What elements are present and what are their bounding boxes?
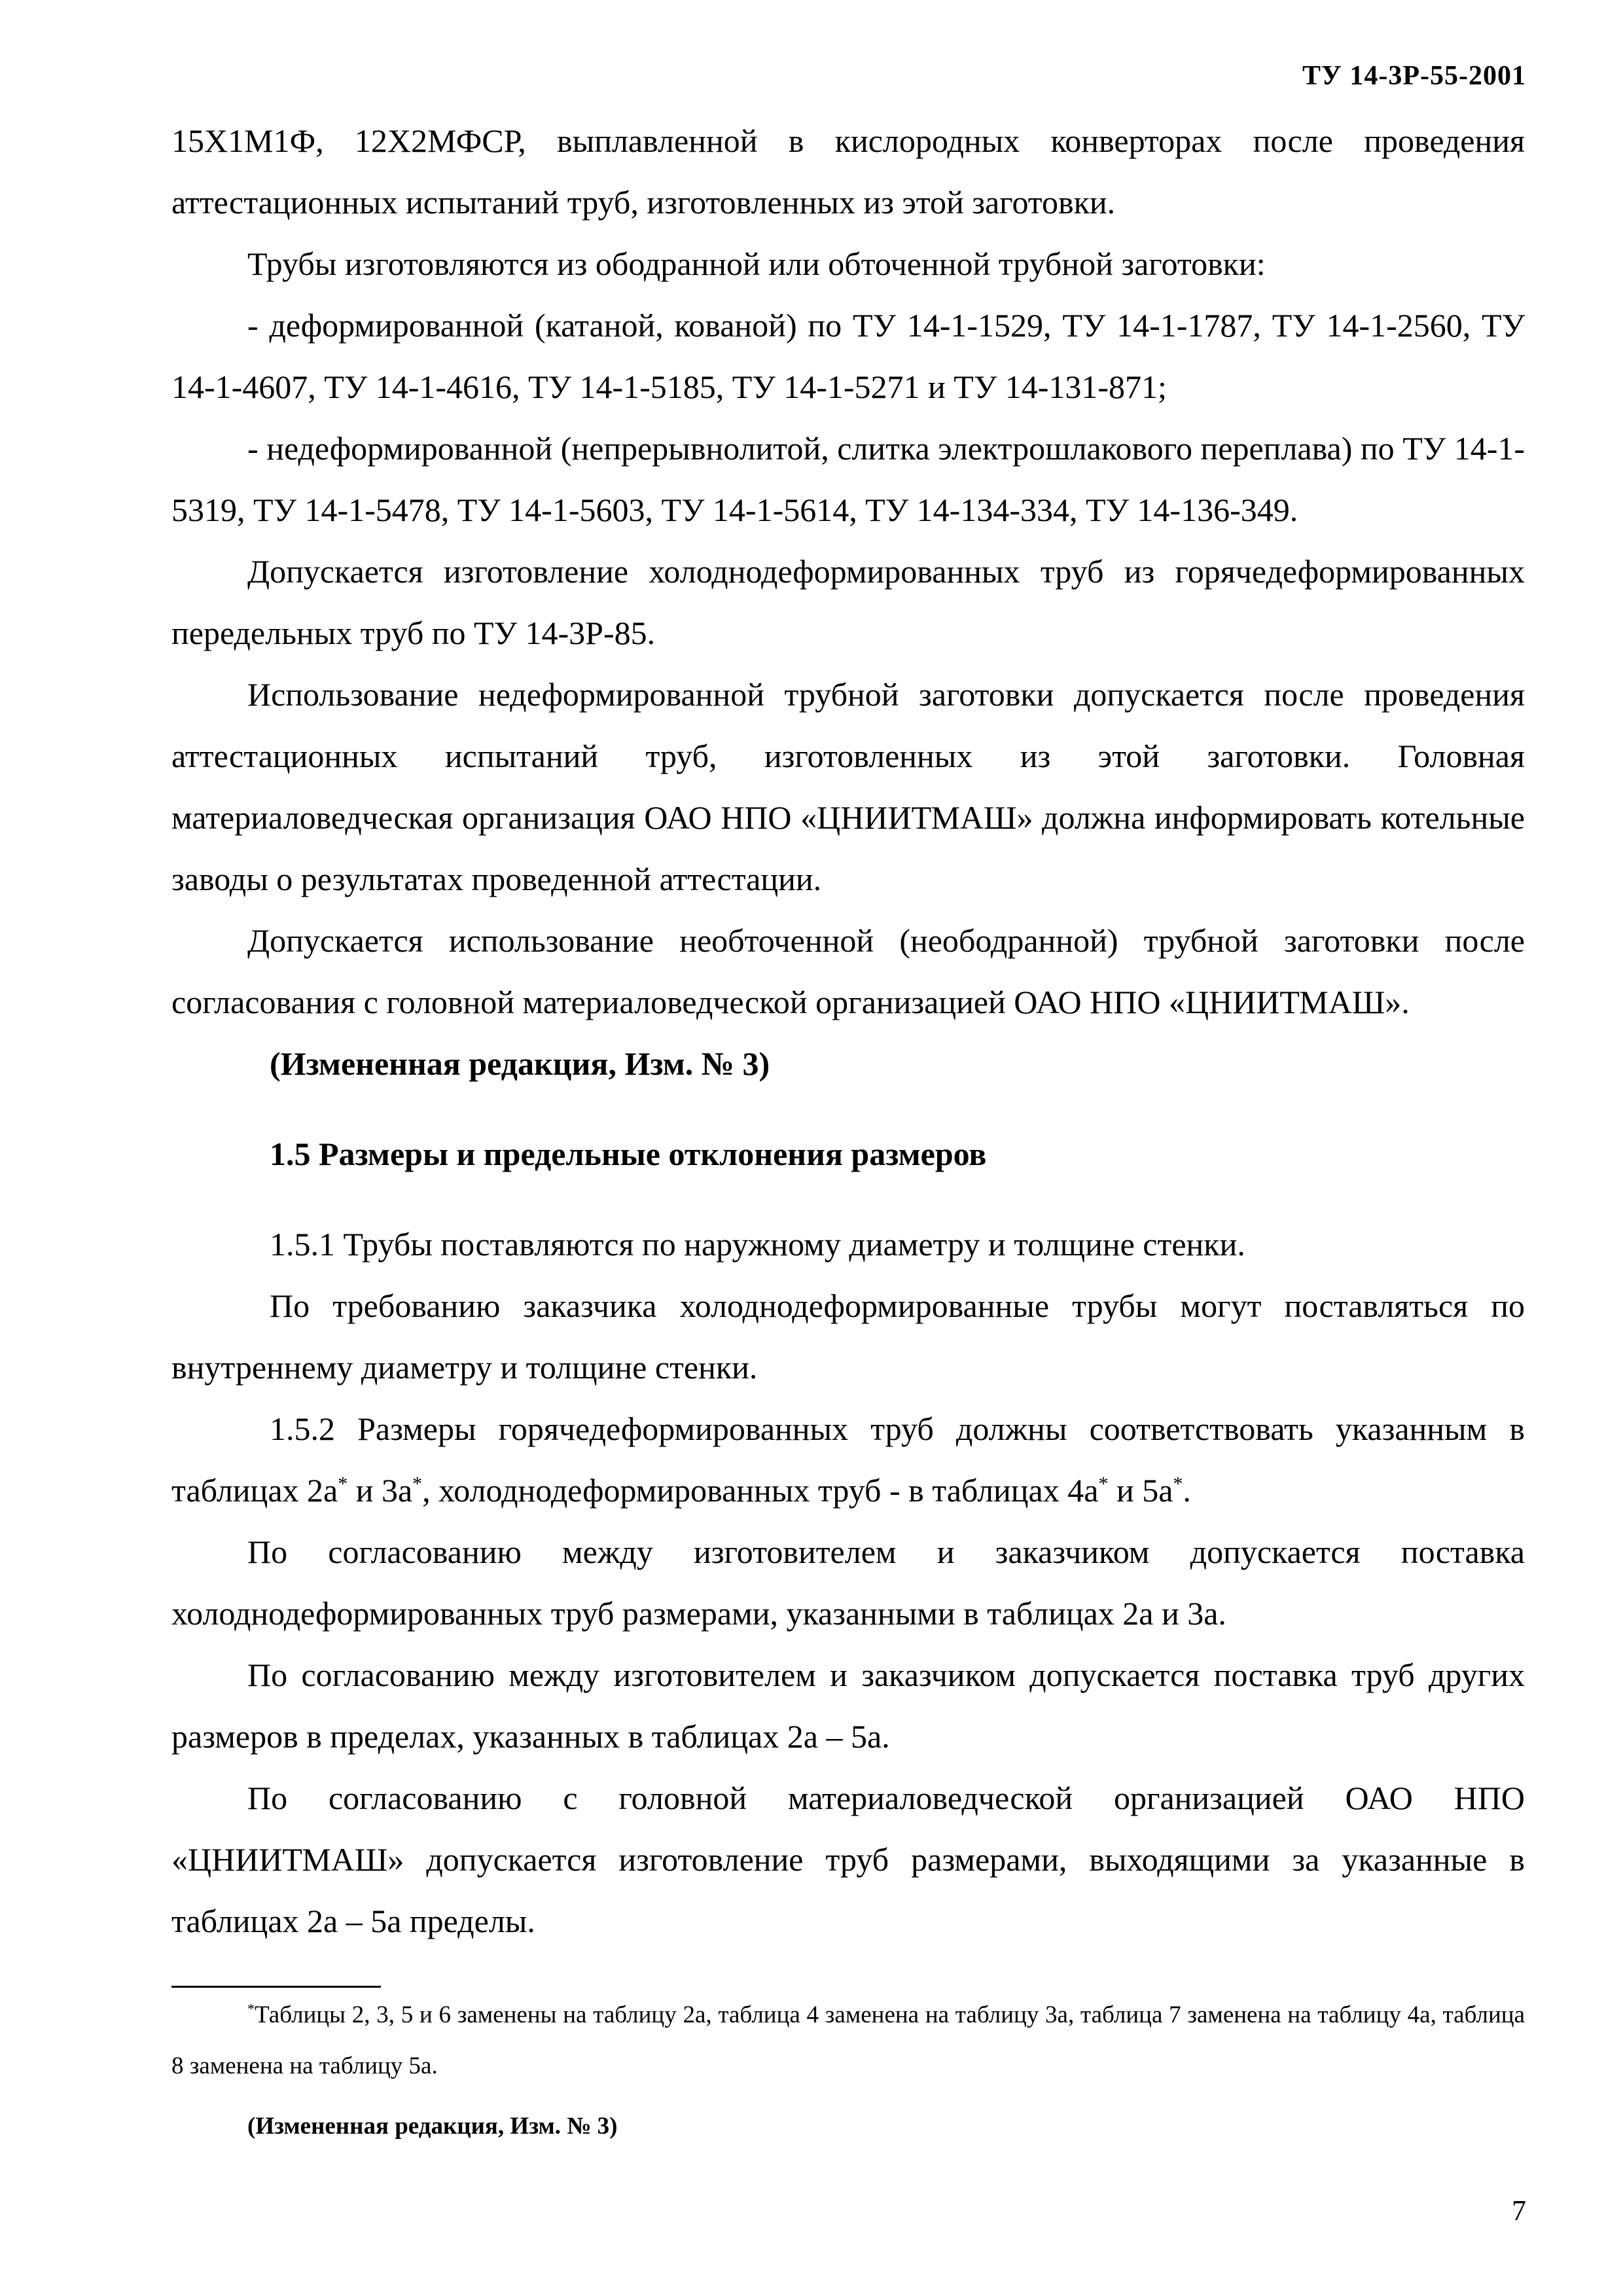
- list-item-undeformed: - недеформированной (непрерывнолитой, слитка электрошлакового переплава) по ТУ 14-1-5319, ТУ 14-1-5478, ТУ 14-1-5603, ТУ 14-1-5614, ТУ 14-134-334, ТУ 14-136-349.: [171, 430, 1525, 528]
- paragraph: По согласованию с головной материаловедческой организацией ОАО НПО «ЦНИИТМАШ» допускается изготовление труб размерами, выходящими за указанные в таблицах 2а – 5а пределы.: [171, 1780, 1525, 1939]
- clause-1-5-2: [171, 1398, 1525, 1521]
- footnote-mark: *: [247, 2000, 255, 2017]
- clause-1-5-1: 1.5.1 Трубы поставляются по наружному диаметру и толщине стенки.: [270, 1226, 1245, 1263]
- amendment-note: (Измененная редакция, Изм. № 3): [270, 1045, 770, 1082]
- footnote-mark: *: [338, 1473, 348, 1495]
- footnote-divider: [171, 1986, 381, 1988]
- clause-text: 1.5.2 Размеры горячедеформированных труб должны соответствовать указанным в таблицах 2а: [171, 1410, 1525, 1509]
- document-body: [171, 110, 1525, 1952]
- footnote-mark: *: [1173, 1473, 1183, 1495]
- page-number: 7: [1512, 2195, 1526, 2227]
- clause-text: .: [1183, 1472, 1191, 1509]
- footnote-amendment-note: (Измененная редакция, Изм. № 3): [247, 2113, 618, 2140]
- clause-text: и 3а: [348, 1472, 413, 1509]
- paragraph: Допускается использование необточенной (неободранной) трубной заготовки после согласования с головной материаловедческой организацией ОАО НПО «ЦНИИТМАШ».: [171, 922, 1525, 1020]
- footnote: [171, 1990, 1525, 2152]
- paragraph: Использование недеформированной трубной заготовки допускается после проведения аттестационных испытаний труб, изготовленных из этой заготовки. Головная материаловедческая организация ОАО НПО «ЦНИИТМАШ» должна информировать котельные заводы о результатах проведенной аттестации.: [171, 676, 1525, 897]
- footnote-mark: *: [1098, 1473, 1109, 1495]
- list-item-deformed: - деформированной (катаной, кованой) по ТУ 14-1-1529, ТУ 14-1-1787, ТУ 14-1-2560, ТУ 14-1-4607, ТУ 14-1-4616, ТУ 14-1-5185, ТУ 14-1-5271 и ТУ 14-131-871;: [171, 307, 1525, 405]
- paragraph: По требованию заказчика холоднодеформированные трубы могут поставляться по внутреннему диаметру и толщине стенки.: [171, 1287, 1525, 1386]
- paragraph: По согласованию между изготовителем и заказчиком допускается поставка труб других размеров в пределах, указанных в таблицах 2а – 5а.: [171, 1657, 1525, 1755]
- section-heading: 1.5 Размеры и предельные отклонения размеров: [270, 1136, 987, 1172]
- paragraph: Допускается изготовление холоднодеформированных труб из горячедеформированных передельных труб по ТУ 14-3Р-85.: [171, 553, 1525, 651]
- paragraph-continuation: 15Х1М1Ф, 12Х2МФСР, выплавленной в кислородных конверторах после проведения аттестационных испытаний труб, изготовленных из этой заготовки.: [171, 122, 1525, 221]
- clause-text: и 5а: [1108, 1472, 1173, 1509]
- footnote-body: Таблицы 2, 3, 5 и 6 заменены на таблицу 2а, таблица 4 заменена на таблицу 3а, таблица 7 заменена на таблицу 4а, таблица 8 заменена на таблицу 5а.: [171, 2001, 1525, 2079]
- document-id: ТУ 14-3Р-55-2001: [1302, 61, 1526, 91]
- footnote-text: [171, 1990, 1525, 2092]
- footnote-mark: *: [412, 1473, 423, 1495]
- paragraph: По согласованию между изготовителем и заказчиком допускается поставка холоднодеформированных труб размерами, указанными в таблицах 2а и 3а.: [171, 1534, 1525, 1632]
- paragraph: Трубы изготовляются из ободранной или обточенной трубной заготовки:: [247, 245, 1266, 282]
- clause-text: , холоднодеформированных труб - в таблицах 4а: [422, 1472, 1099, 1509]
